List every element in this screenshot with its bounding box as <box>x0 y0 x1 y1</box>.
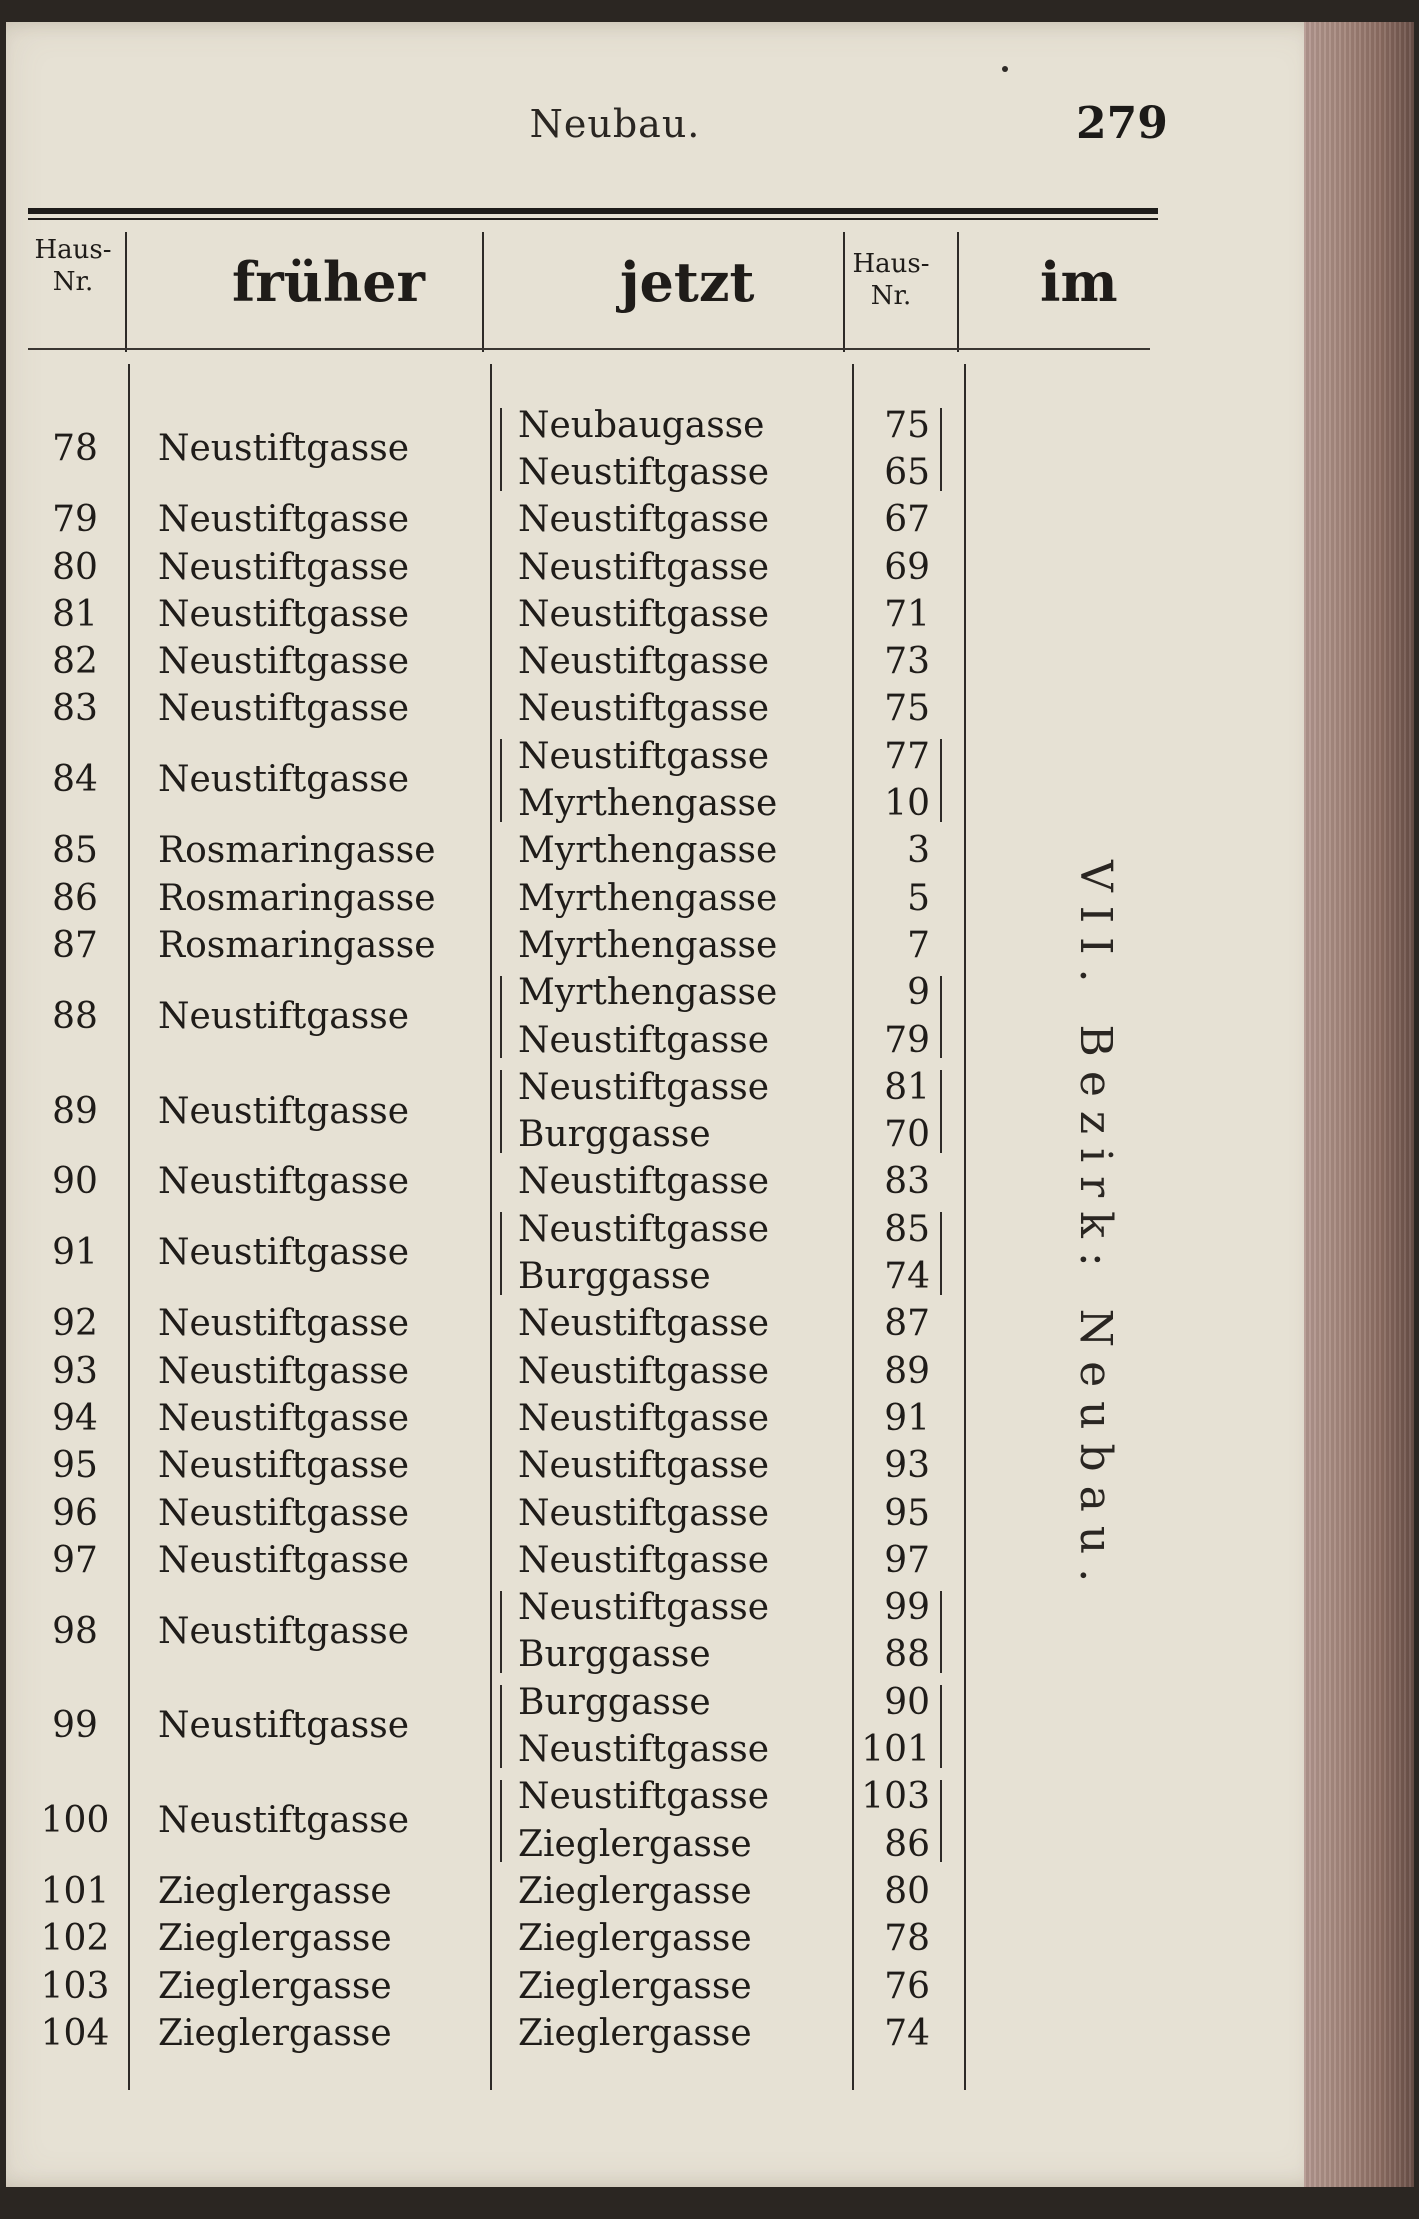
street-former: Neustiftgasse <box>158 688 409 730</box>
house-number-new: 9 <box>907 972 930 1014</box>
house-number-old: 99 <box>52 1705 98 1747</box>
street-former: Neustiftgasse <box>158 1492 409 1534</box>
street-current: Neustiftgasse <box>518 1303 769 1345</box>
house-number-old: 87 <box>52 924 98 966</box>
street-former: Neustiftgasse <box>158 1232 409 1274</box>
house-number-old: 93 <box>52 1350 98 1392</box>
house-number-old: 102 <box>40 1918 110 1960</box>
street-current: Neubaugasse <box>518 404 765 446</box>
street-current: Neustiftgasse <box>518 1776 769 1818</box>
column-rule <box>128 364 130 2090</box>
street-former: Neustiftgasse <box>158 1090 409 1132</box>
house-number-old: 95 <box>52 1445 98 1487</box>
house-number-new: 7 <box>907 924 930 966</box>
group-bracket-right <box>940 739 942 822</box>
street-former: Neustiftgasse <box>158 1350 409 1392</box>
house-number-new: 86 <box>884 1823 930 1865</box>
group-bracket-left <box>500 1070 502 1153</box>
group-bracket-right <box>940 1780 942 1863</box>
house-number-old: 83 <box>52 688 98 730</box>
house-number-new: 80 <box>884 1870 930 1912</box>
street-former: Neustiftgasse <box>158 428 409 470</box>
house-number-old: 96 <box>52 1492 98 1534</box>
street-former: Neustiftgasse <box>158 1161 409 1203</box>
header-haus-line-2: Nr. <box>52 267 94 297</box>
street-former: Neustiftgasse <box>158 1800 409 1841</box>
print-speck <box>1002 66 1008 72</box>
group-bracket-right <box>940 1685 942 1768</box>
group-bracket-right <box>940 1212 942 1295</box>
group-bracket-left <box>500 739 502 822</box>
house-number-new: 90 <box>884 1681 930 1723</box>
street-former: Rosmaringasse <box>158 830 436 872</box>
street-former: Neustiftgasse <box>158 641 409 683</box>
house-number-new: 65 <box>884 451 930 493</box>
house-number-old: 81 <box>52 593 98 635</box>
street-former: Neustiftgasse <box>158 1705 409 1747</box>
house-number-old: 97 <box>52 1539 98 1581</box>
group-bracket-left <box>500 976 502 1059</box>
header-divider <box>957 232 959 352</box>
header-rule-bottom <box>28 348 1150 350</box>
street-former: Neustiftgasse <box>158 995 409 1037</box>
street-current: Neustiftgasse <box>518 641 769 683</box>
house-number-old: 79 <box>52 499 98 541</box>
house-number-old: 80 <box>52 546 98 588</box>
column-header-haus-nr-new <box>848 248 934 312</box>
page-edge <box>1304 22 1414 2187</box>
header-haus-line-2: Nr. <box>870 281 912 311</box>
house-number-new: 5 <box>907 877 930 919</box>
house-number-new: 3 <box>907 830 930 872</box>
street-former: Neustiftgasse <box>158 593 409 635</box>
street-former: Zieglergasse <box>158 1965 392 2007</box>
street-current: Neustiftgasse <box>518 1066 769 1108</box>
column-rule <box>490 364 492 2090</box>
street-current: Myrthengasse <box>518 972 778 1014</box>
street-former: Zieglergasse <box>158 1870 392 1912</box>
house-number-new: 89 <box>884 1350 930 1392</box>
street-current: Myrthengasse <box>518 877 778 919</box>
house-number-new: 74 <box>884 1256 930 1298</box>
street-current: Myrthengasse <box>518 924 778 966</box>
column-header-im: im <box>1040 250 1118 314</box>
house-number-new: 83 <box>884 1161 930 1203</box>
street-former: Neustiftgasse <box>158 499 409 541</box>
street-current: Zieglergasse <box>518 1870 752 1912</box>
running-head: Neubau. <box>529 102 701 146</box>
street-current: Neustiftgasse <box>518 735 769 777</box>
group-bracket-right <box>940 408 942 491</box>
house-number-old: 82 <box>52 641 98 683</box>
house-number-old: 100 <box>40 1800 110 1841</box>
house-number-old: 91 <box>52 1232 98 1274</box>
street-current: Neustiftgasse <box>518 1350 769 1392</box>
street-current: Neustiftgasse <box>518 688 769 730</box>
street-former: Neustiftgasse <box>158 1303 409 1345</box>
house-number-new: 70 <box>884 1114 930 1156</box>
street-former: Rosmaringasse <box>158 924 436 966</box>
house-number-new: 75 <box>884 404 930 446</box>
house-number-new: 78 <box>884 1918 930 1960</box>
house-number-new: 103 <box>861 1776 930 1818</box>
house-number-new: 85 <box>884 1208 930 1250</box>
street-current: Neustiftgasse <box>518 1587 769 1629</box>
house-number-new: 88 <box>884 1634 930 1676</box>
street-former: Rosmaringasse <box>158 877 436 919</box>
street-current: Neustiftgasse <box>518 1445 769 1487</box>
street-current: Burggasse <box>518 1634 711 1676</box>
group-bracket-left <box>500 1780 502 1863</box>
house-number-old: 88 <box>52 995 98 1037</box>
header-divider <box>125 232 127 352</box>
street-current: Zieglergasse <box>518 1918 752 1960</box>
house-number-old: 90 <box>52 1161 98 1203</box>
header-rule-thin <box>28 218 1158 220</box>
district-side-title: VII. Bezirk: Neubau. <box>1070 860 1121 1597</box>
house-number-new: 91 <box>884 1397 930 1439</box>
street-current: Zieglergasse <box>518 2012 752 2054</box>
header-divider <box>843 232 845 352</box>
house-number-new: 69 <box>884 546 930 588</box>
column-rule <box>852 364 854 2090</box>
header-haus-line-1: Haus- <box>34 235 112 265</box>
house-number-new: 101 <box>861 1729 930 1771</box>
house-number-new: 87 <box>884 1303 930 1345</box>
house-number-new: 74 <box>884 2012 930 2054</box>
street-current: Zieglergasse <box>518 1823 752 1865</box>
house-number-old: 94 <box>52 1397 98 1439</box>
street-former: Neustiftgasse <box>158 759 409 801</box>
house-number-old: 103 <box>40 1965 110 2007</box>
group-bracket-left <box>500 1685 502 1768</box>
street-current: Neustiftgasse <box>518 1161 769 1203</box>
street-current: Neustiftgasse <box>518 1539 769 1581</box>
header-haus-line-1: Haus- <box>852 249 930 279</box>
house-number-old: 85 <box>52 830 98 872</box>
house-number-old: 101 <box>40 1870 110 1912</box>
street-current: Neustiftgasse <box>518 1492 769 1534</box>
column-header-jetzt: jetzt <box>620 250 755 314</box>
house-number-new: 95 <box>884 1492 930 1534</box>
group-bracket-left <box>500 408 502 491</box>
group-bracket-left <box>500 1212 502 1295</box>
street-current: Neustiftgasse <box>518 499 769 541</box>
column-rule <box>964 364 966 2090</box>
house-number-new: 81 <box>884 1066 930 1108</box>
house-number-new: 10 <box>884 783 930 825</box>
column-header-haus-nr <box>30 234 116 298</box>
house-number-new: 71 <box>884 593 930 635</box>
group-bracket-right <box>940 1591 942 1674</box>
house-number-old: 86 <box>52 877 98 919</box>
street-former: Neustiftgasse <box>158 1445 409 1487</box>
street-current: Neustiftgasse <box>518 1729 769 1771</box>
house-number-new: 67 <box>884 499 930 541</box>
street-former: Zieglergasse <box>158 1918 392 1960</box>
street-former: Neustiftgasse <box>158 1539 409 1581</box>
house-number-new: 97 <box>884 1539 930 1581</box>
house-number-old: 78 <box>52 428 98 470</box>
street-former: Zieglergasse <box>158 2012 392 2054</box>
house-number-old: 92 <box>52 1303 98 1345</box>
street-current: Neustiftgasse <box>518 451 769 493</box>
group-bracket-left <box>500 1591 502 1674</box>
house-number-new: 73 <box>884 641 930 683</box>
header-divider <box>482 232 484 352</box>
street-current: Burggasse <box>518 1681 711 1723</box>
house-number-new: 99 <box>884 1587 930 1629</box>
page-number: 279 <box>1076 98 1168 149</box>
house-number-old: 89 <box>52 1090 98 1132</box>
street-current: Neustiftgasse <box>518 1208 769 1250</box>
street-current: Neustiftgasse <box>518 1019 769 1061</box>
group-bracket-right <box>940 976 942 1059</box>
street-former: Neustiftgasse <box>158 546 409 588</box>
house-number-new: 77 <box>884 735 930 777</box>
house-number-new: 75 <box>884 688 930 730</box>
house-number-old: 84 <box>52 759 98 801</box>
street-current: Zieglergasse <box>518 1965 752 2007</box>
street-current: Myrthengasse <box>518 830 778 872</box>
house-number-old: 98 <box>52 1610 98 1652</box>
street-current: Neustiftgasse <box>518 1397 769 1439</box>
street-current: Burggasse <box>518 1114 711 1156</box>
house-number-new: 79 <box>884 1019 930 1061</box>
street-current: Neustiftgasse <box>518 593 769 635</box>
group-bracket-right <box>940 1070 942 1153</box>
header-rule-thick <box>28 208 1158 214</box>
house-number-new: 76 <box>884 1965 930 2007</box>
street-current: Burggasse <box>518 1256 711 1298</box>
street-current: Neustiftgasse <box>518 546 769 588</box>
street-former: Neustiftgasse <box>158 1610 409 1652</box>
street-former: Neustiftgasse <box>158 1397 409 1439</box>
column-header-frueher: früher <box>232 250 426 314</box>
house-number-new: 93 <box>884 1445 930 1487</box>
street-current: Myrthengasse <box>518 783 778 825</box>
house-number-old: 104 <box>40 2012 110 2054</box>
